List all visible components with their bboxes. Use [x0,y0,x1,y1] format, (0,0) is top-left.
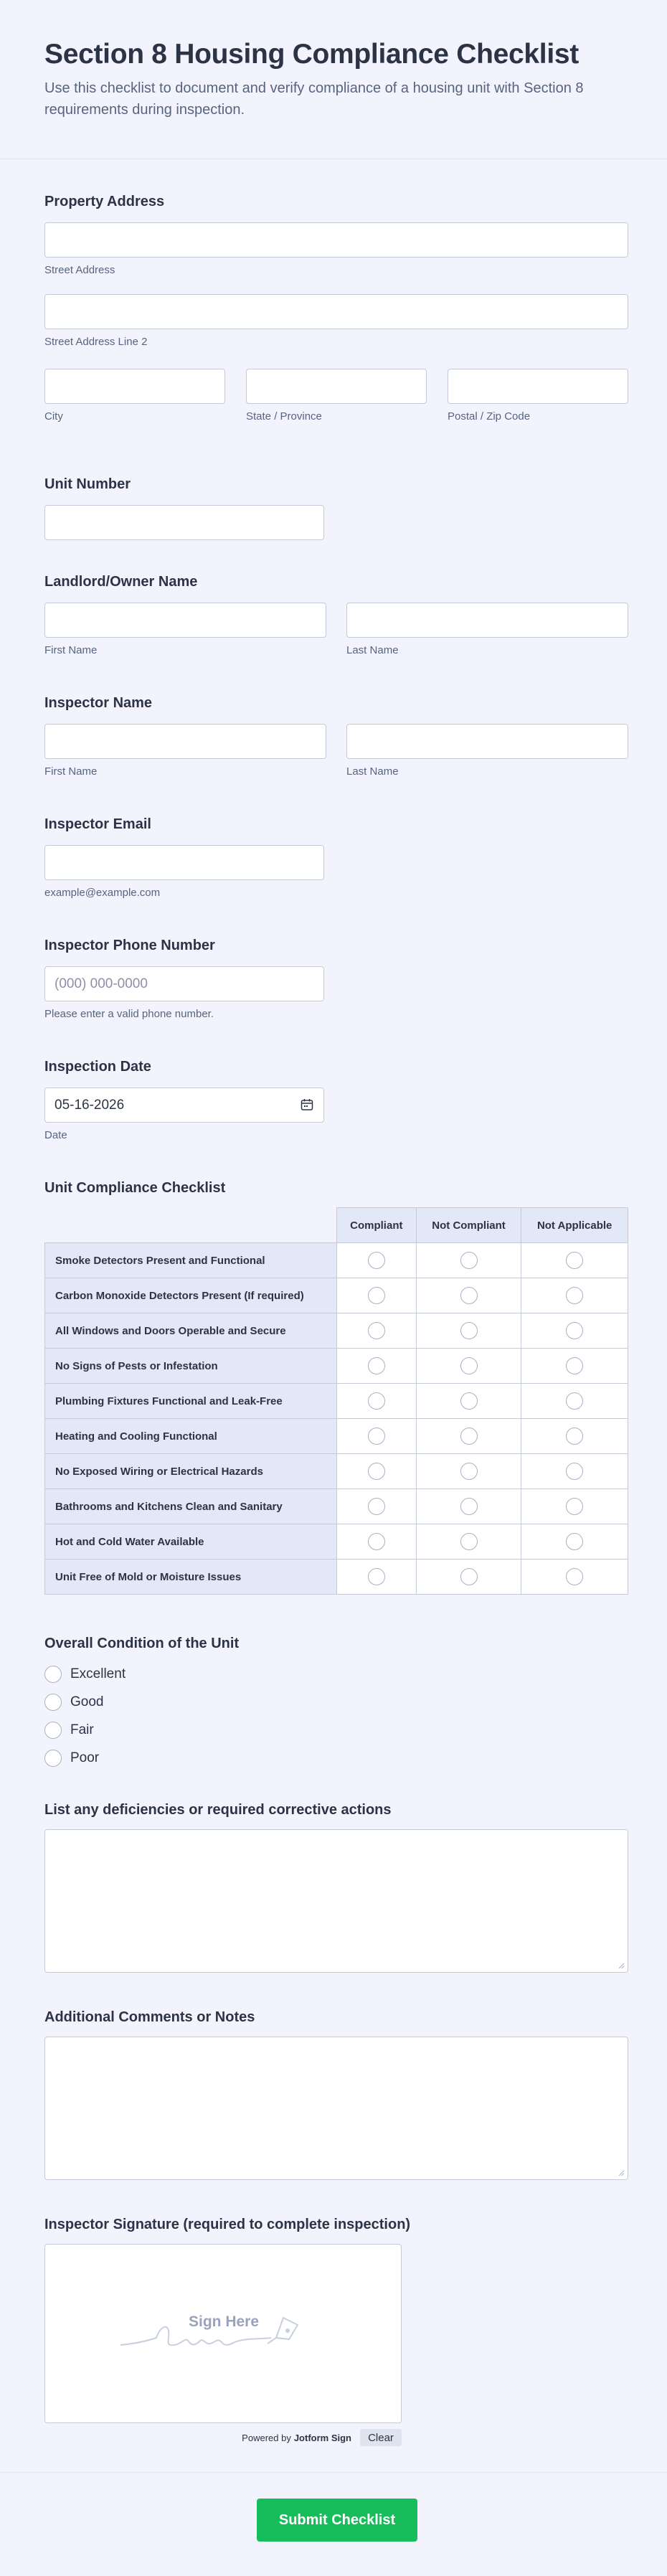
matrix-radio-not-compliant[interactable] [460,1568,478,1585]
street-address-input[interactable] [44,222,628,258]
inspector-phone-field [44,936,628,1021]
matrix-radio-compliant[interactable] [368,1252,385,1269]
powered-by-text: Powered by [242,2432,291,2443]
landlord-last-name-input[interactable] [346,603,628,638]
condition-options [44,1660,628,1772]
street-address-line2-input[interactable] [44,294,628,329]
matrix-cell [416,1384,521,1419]
matrix-cell [521,1313,628,1349]
landlord-name-field [44,572,628,657]
matrix-cell [521,1349,628,1384]
matrix-corner [45,1208,337,1243]
form-title: Section 8 Housing Compliance Checklist [44,39,579,70]
matrix-cell [336,1243,416,1278]
matrix-cell [521,1419,628,1454]
matrix-row [45,1524,628,1560]
inspector-email-sublabel: example@example.com [44,887,161,899]
compliance-checklist-label: Unit Compliance Checklist [44,1180,226,1196]
condition-option-fair[interactable] [44,1716,628,1744]
condition-option-label: Poor [70,1750,100,1765]
matrix-cell [416,1349,521,1384]
matrix-cell [336,1560,416,1595]
matrix-cell [416,1524,521,1560]
inspector-first-name-input[interactable] [44,724,326,759]
compliance-matrix [44,1207,628,1595]
matrix-row [45,1278,628,1313]
inspector-name-label: Inspector Name [44,695,153,711]
property-address-label: Property Address [44,194,165,209]
overall-condition-field [44,1634,628,1772]
matrix-cell [416,1489,521,1524]
deficiencies-textarea[interactable] [44,1829,628,1973]
property-address-field [44,192,628,423]
city-input[interactable] [44,369,225,404]
inspector-email-input[interactable] [44,845,324,880]
matrix-radio-not-compliant[interactable] [460,1428,478,1445]
matrix-row-label: Hot and Cold Water Available [45,1524,337,1560]
matrix-cell [336,1524,416,1560]
matrix-radio-not-applicable[interactable] [566,1287,583,1304]
matrix-cell [336,1489,416,1524]
matrix-radio-not-applicable[interactable] [566,1322,583,1339]
zip-input[interactable] [448,369,628,404]
matrix-cell [416,1313,521,1349]
resize-grip-icon[interactable] [618,2169,625,2176]
matrix-radio-compliant[interactable] [368,1498,385,1515]
unit-number-input[interactable] [44,505,324,540]
landlord-last-name-sublabel: Last Name [346,644,399,656]
signature-label: Inspector Signature (required to complete inspection) [44,2217,411,2232]
deficiencies-label: List any deficiencies or required corrective actions [44,1802,392,1818]
landlord-first-name-sublabel: First Name [44,644,98,656]
matrix-radio-not-compliant[interactable] [460,1498,478,1515]
matrix-row-label: No Signs of Pests or Infestation [45,1349,337,1384]
matrix-row [45,1454,628,1489]
matrix-cell [521,1243,628,1278]
matrix-row [45,1243,628,1278]
matrix-radio-not-applicable[interactable] [566,1463,583,1480]
unit-number-field [44,475,628,540]
condition-radio[interactable] [44,1666,62,1683]
calendar-icon[interactable] [300,1098,314,1112]
landlord-first-name-input[interactable] [44,603,326,638]
state-sublabel: State / Province [246,410,322,423]
matrix-radio-not-applicable[interactable] [566,1357,583,1374]
signature-footer [44,2429,402,2446]
matrix-cell [521,1454,628,1489]
matrix-row [45,1560,628,1595]
matrix-cell [416,1454,521,1489]
matrix-radio-not-compliant[interactable] [460,1463,478,1480]
form-header [0,0,667,159]
resize-grip-icon[interactable] [618,1962,625,1969]
matrix-radio-not-applicable[interactable] [566,1498,583,1515]
matrix-cell [521,1278,628,1313]
matrix-radio-not-compliant[interactable] [460,1252,478,1269]
matrix-cell [521,1524,628,1560]
matrix-cell [336,1384,416,1419]
matrix-radio-not-compliant[interactable] [460,1392,478,1410]
matrix-cell [521,1560,628,1595]
zip-sublabel: Postal / Zip Code [448,410,531,423]
condition-radio[interactable] [44,1750,62,1767]
matrix-radio-compliant[interactable] [368,1428,385,1445]
matrix-radio-not-applicable[interactable] [566,1533,583,1550]
footer-divider [0,2472,667,2473]
inspection-date-sublabel: Date [44,1129,67,1141]
condition-option-label: Excellent [70,1666,126,1681]
inspector-first-name-sublabel: First Name [44,765,98,778]
matrix-radio-not-applicable[interactable] [566,1568,583,1585]
matrix-radio-not-applicable[interactable] [566,1392,583,1410]
inspection-date-input[interactable] [44,1088,324,1123]
condition-radio[interactable] [44,1722,62,1739]
matrix-cell [336,1454,416,1489]
matrix-radio-not-applicable[interactable] [566,1252,583,1269]
matrix-row-label: Carbon Monoxide Detectors Present (If required) [45,1278,337,1313]
comments-label: Additional Comments or Notes [44,2009,255,2025]
matrix-radio-compliant[interactable] [368,1357,385,1374]
matrix-row-label: Smoke Detectors Present and Functional [45,1243,337,1278]
matrix-row-label: All Windows and Doors Operable and Secure [45,1313,337,1349]
matrix-cell [336,1313,416,1349]
matrix-radio-not-compliant[interactable] [460,1533,478,1550]
form-description: Use this checklist to document and verify compliance of a housing unit with Section 8 requirements during inspection. [44,80,584,118]
signature-field [44,2215,628,2446]
matrix-cell [416,1560,521,1595]
inspector-phone-label: Inspector Phone Number [44,938,215,953]
deficiencies-field [44,1801,628,1973]
matrix-radio-compliant[interactable] [368,1392,385,1410]
inspector-phone-sublabel: Please enter a valid phone number. [44,1008,214,1020]
street-address-sublabel: Street Address [44,264,115,276]
matrix-row-label: Unit Free of Mold or Moisture Issues [45,1560,337,1595]
matrix-radio-compliant[interactable] [368,1533,385,1550]
matrix-cell [336,1349,416,1384]
matrix-cell [416,1419,521,1454]
matrix-col-not-compliant: Not Compliant [416,1208,521,1243]
inspection-date-field [44,1057,628,1142]
matrix-radio-compliant[interactable] [368,1463,385,1480]
signature-clear-button[interactable]: Clear [360,2429,402,2446]
signature-pad[interactable] [44,2244,402,2423]
inspection-date-label: Inspection Date [44,1059,151,1075]
matrix-col-not-applicable: Not Applicable [521,1208,628,1243]
state-input[interactable] [246,369,427,404]
city-sublabel: City [44,410,63,423]
matrix-row-label: Plumbing Fixtures Functional and Leak-Free [45,1384,337,1419]
submit-button[interactable]: Submit Checklist [257,2499,417,2542]
matrix-row [45,1419,628,1454]
matrix-row-label: Bathrooms and Kitchens Clean and Sanitary [45,1489,337,1524]
condition-option-label: Good [70,1694,104,1709]
matrix-radio-compliant[interactable] [368,1568,385,1585]
condition-option-poor[interactable] [44,1744,628,1772]
overall-condition-label: Overall Condition of the Unit [44,1636,240,1651]
matrix-radio-not-compliant[interactable] [460,1357,478,1374]
condition-option-good[interactable] [44,1688,628,1716]
inspector-last-name-input[interactable] [346,724,628,759]
comments-field [44,2008,628,2180]
matrix-col-compliant: Compliant [336,1208,416,1243]
unit-number-label: Unit Number [44,476,131,492]
matrix-radio-not-applicable[interactable] [566,1428,583,1445]
landlord-name-label: Landlord/Owner Name [44,574,198,590]
inspector-phone-input[interactable] [44,966,324,1001]
condition-radio[interactable] [44,1694,62,1711]
matrix-cell [521,1384,628,1419]
matrix-cell [416,1243,521,1278]
matrix-row-label: No Exposed Wiring or Electrical Hazards [45,1454,337,1489]
matrix-radio-not-compliant[interactable] [460,1322,478,1339]
comments-textarea[interactable] [44,2037,628,2180]
inspector-last-name-sublabel: Last Name [346,765,399,778]
compliance-checklist-field [44,1179,628,1197]
matrix-radio-not-compliant[interactable] [460,1287,478,1304]
matrix-radio-compliant[interactable] [368,1287,385,1304]
matrix-cell [336,1278,416,1313]
matrix-row [45,1313,628,1349]
inspector-email-label: Inspector Email [44,816,151,832]
street-address-line2-sublabel: Street Address Line 2 [44,336,148,348]
matrix-row [45,1489,628,1524]
condition-option-label: Fair [70,1722,94,1737]
signature-placeholder: Sign Here [189,2313,260,2330]
matrix-radio-compliant[interactable] [368,1322,385,1339]
matrix-cell [416,1278,521,1313]
matrix-header-row [45,1208,628,1243]
condition-option-excellent[interactable] [44,1660,628,1688]
matrix-row-label: Heating and Cooling Functional [45,1419,337,1454]
inspector-email-field [44,815,628,900]
inspector-name-field [44,694,628,778]
matrix-row [45,1349,628,1384]
jotform-sign-brand: Jotform Sign [293,2432,351,2443]
matrix-cell [336,1419,416,1454]
matrix-row [45,1384,628,1419]
matrix-cell [521,1489,628,1524]
